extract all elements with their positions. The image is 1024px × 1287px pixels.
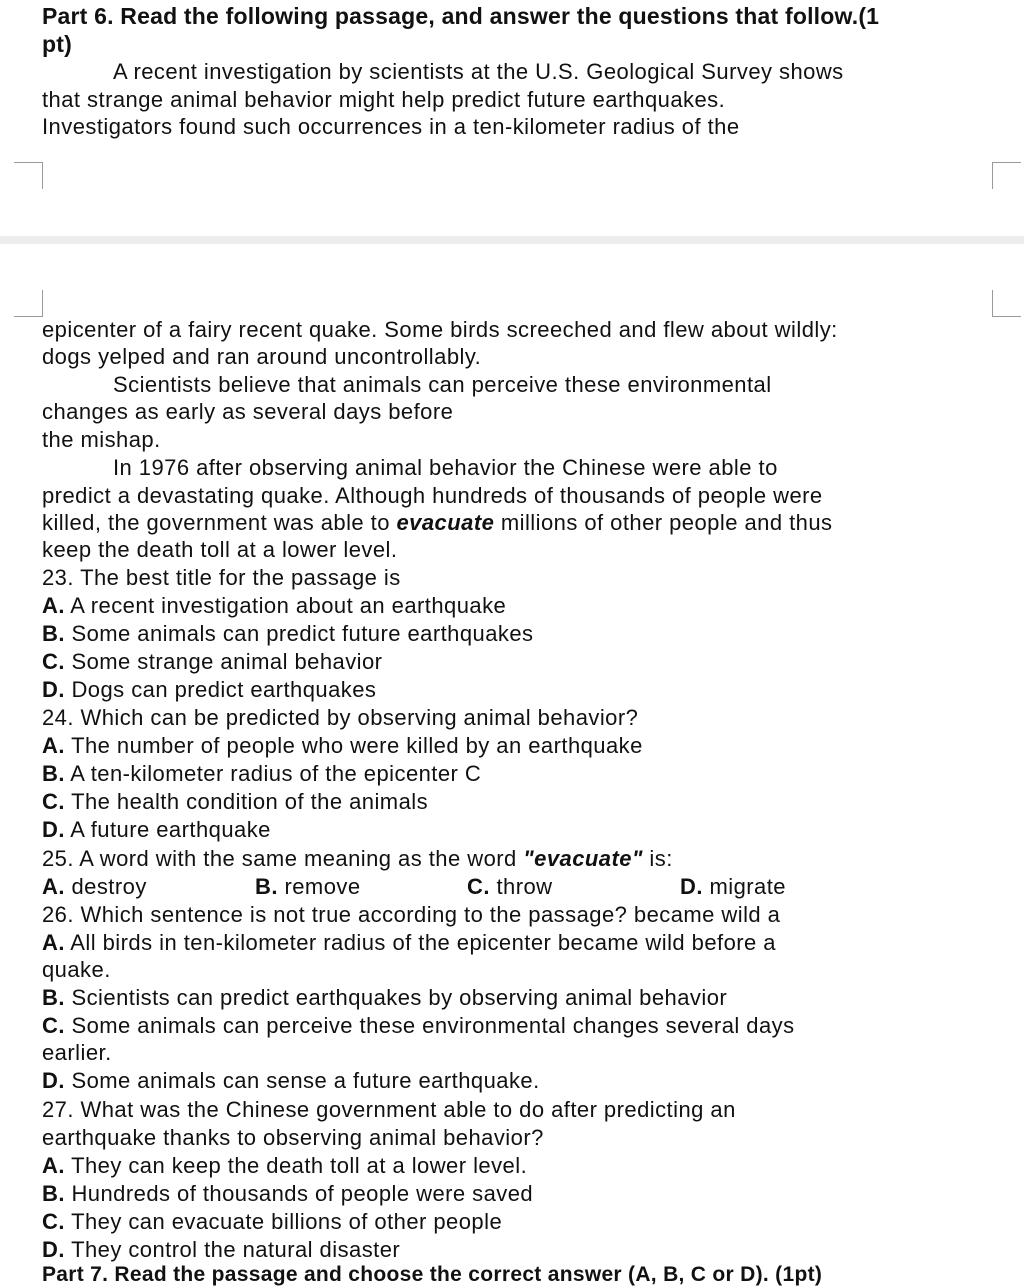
question-25-stem: 25. A word with the same meaning as the word "evacuate" is: [42, 846, 673, 871]
page-corner-mark [992, 290, 1021, 317]
q26-option-c-cont: earlier. [42, 1040, 112, 1065]
q26-option-b[interactable]: B. Scientists can predict earthquakes by observing animal behavior [42, 985, 728, 1010]
question-27-stem: 27. What was the Chinese government able to do after predicting an [42, 1097, 736, 1122]
q24-option-b[interactable]: B. A ten-kilometer radius of the epicenter C [42, 761, 482, 786]
passage-line: dogs yelped and ran around uncontrollably. [42, 344, 482, 369]
q24-option-c[interactable]: C. The health condition of the animals [42, 789, 429, 814]
q25-option-a[interactable]: A. destroy [42, 874, 147, 899]
q24-option-d[interactable]: D. A future earthquake [42, 817, 271, 842]
q25-option-c[interactable]: C. throw [467, 874, 553, 899]
passage-line: epicenter of a fairy recent quake. Some birds screeched and flew about wildly: [42, 317, 838, 342]
passage-line: killed, the government was able to evacuate millions of other people and thus [42, 510, 833, 535]
emphasized-word: "evacuate" [523, 846, 643, 871]
passage-line: predict a devastating quake. Although hundreds of thousands of people were [42, 483, 823, 508]
q23-option-b[interactable]: B. Some animals can predict future earthquakes [42, 621, 534, 646]
q27-option-a[interactable]: A. They can keep the death toll at a lower level. [42, 1153, 528, 1178]
q24-option-a[interactable]: A. The number of people who were killed by an earthquake [42, 733, 643, 758]
question-23-stem: 23. The best title for the passage is [42, 565, 401, 590]
q27-option-c[interactable]: C. They can evacuate billions of other people [42, 1209, 503, 1234]
passage-line: A recent investigation by scientists at the U.S. Geological Survey shows [113, 59, 844, 84]
q26-option-d[interactable]: D. Some animals can sense a future earthquake. [42, 1068, 540, 1093]
page-top [0, 0, 1024, 236]
passage-line: keep the death toll at a lower level. [42, 537, 398, 562]
q26-option-c[interactable]: C. Some animals can perceive these environmental changes several days [42, 1013, 795, 1038]
q23-option-c[interactable]: C. Some strange animal behavior [42, 649, 383, 674]
q27-option-d[interactable]: D. They control the natural disaster [42, 1237, 401, 1262]
passage-line: Scientists believe that animals can perceive these environmental [113, 372, 772, 397]
passage-line: Investigators found such occurrences in a ten-kilometer radius of the [42, 114, 740, 139]
page-corner-mark [14, 162, 43, 189]
page-separator [0, 236, 1024, 244]
question-26-stem: 26. Which sentence is not true according to the passage? became wild a [42, 902, 781, 927]
passage-line: the mishap. [42, 427, 161, 452]
part6-heading: Part 6. Read the following passage, and answer the questions that follow.(1 [42, 3, 880, 29]
page-corner-mark [992, 162, 1021, 189]
q25-option-b[interactable]: B. remove [255, 874, 361, 899]
q26-option-a-cont: quake. [42, 957, 111, 982]
page-corner-mark [14, 290, 43, 317]
q23-option-a[interactable]: A. A recent investigation about an earthquake [42, 593, 507, 618]
q23-option-d[interactable]: D. Dogs can predict earthquakes [42, 677, 377, 702]
part7-heading: Part 7. Read the passage and choose the correct answer (A, B, C or D). (1pt) [42, 1263, 823, 1286]
q25-option-d[interactable]: D. migrate [680, 874, 786, 899]
passage-line: changes as early as several days before [42, 399, 454, 424]
q27-option-b[interactable]: B. Hundreds of thousands of people were saved [42, 1181, 534, 1206]
question-27-stem-cont: earthquake thanks to observing animal behavior? [42, 1125, 544, 1150]
passage-line: that strange animal behavior might help predict future earthquakes. [42, 87, 726, 112]
passage-line: In 1976 after observing animal behavior the Chinese were able to [113, 455, 778, 480]
emphasized-word: evacuate [396, 510, 495, 535]
part6-heading-cont: pt) [42, 31, 72, 57]
question-24-stem: 24. Which can be predicted by observing animal behavior? [42, 705, 639, 730]
q26-option-a[interactable]: A. All birds in ten-kilometer radius of the epicenter became wild before a [42, 930, 776, 955]
